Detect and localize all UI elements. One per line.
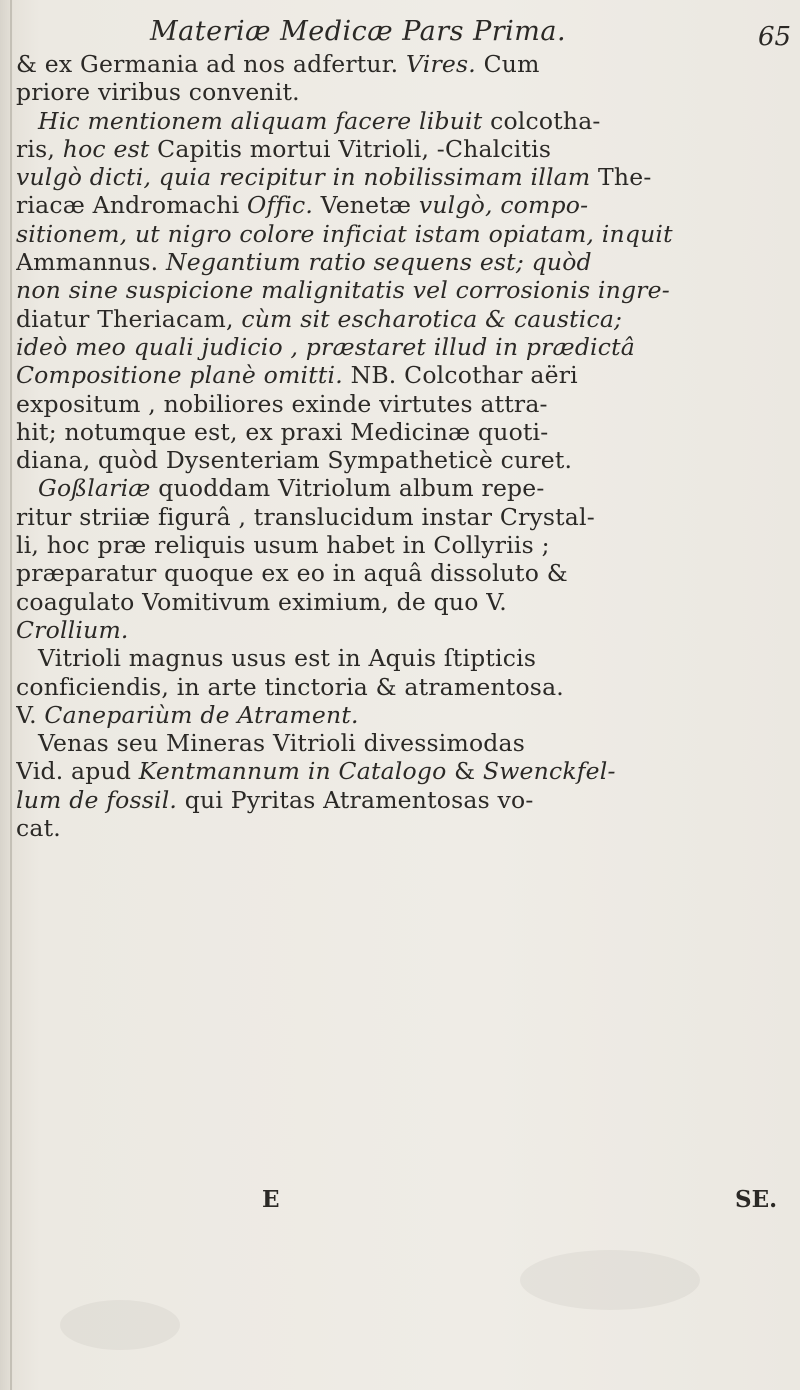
italic-run: vulgò dicti, quia recipitur in nobilissimam illam xyxy=(16,163,591,192)
roman-run: diana, quòd Dysenteriam Sympatheticè curet. xyxy=(16,446,573,475)
roman-run: colcotha- xyxy=(490,106,601,135)
catchword: SE. xyxy=(735,1186,778,1213)
text-line xyxy=(16,701,796,729)
italic-run: Goßlariæ xyxy=(38,474,151,503)
italic-run: non sine suspicione malignitatis vel corrosionis ingre- xyxy=(16,276,670,305)
roman-run: hit; notumque est, ex praxi Medicinæ quoti- xyxy=(16,417,549,446)
binding-gutter xyxy=(10,0,12,1390)
signature-mark: E xyxy=(262,1186,280,1213)
roman-run: Venetæ xyxy=(313,191,419,220)
text-line xyxy=(16,220,796,248)
text-line xyxy=(16,107,796,135)
paper-stain xyxy=(60,1300,180,1350)
italic-run: Crollium. xyxy=(16,615,129,644)
roman-run: V. xyxy=(16,700,45,729)
roman-run: The- xyxy=(590,163,652,192)
text-line xyxy=(16,531,796,559)
text-line xyxy=(16,474,796,502)
roman-run: ris, xyxy=(16,134,63,163)
text-line xyxy=(16,50,796,78)
italic-run: lum de fossil. xyxy=(16,785,178,814)
italic-run: hoc est xyxy=(62,134,150,163)
roman-run: Theriacam, xyxy=(97,304,242,333)
italic-run: Kentmannum in Catalogo xyxy=(138,757,447,786)
text-line xyxy=(16,390,796,418)
roman-run: cat. xyxy=(16,814,61,843)
roman-run: conficiendis, in arte tinctoria & atramentosa. xyxy=(16,672,564,701)
roman-run: diatur xyxy=(16,304,98,333)
text-line xyxy=(16,135,796,163)
text-line xyxy=(16,361,796,389)
text-line xyxy=(16,248,796,276)
page-footer xyxy=(0,1186,800,1226)
italic-run: cùm sit escharotica & caustica; xyxy=(241,304,623,333)
italic-run: sitionem, ut nigro colore inficiat istam opiatam, inquit xyxy=(16,219,673,248)
roman-run: qui Pyritas Atramentosas vo- xyxy=(177,785,534,814)
text-line xyxy=(16,616,796,644)
roman-run: Vid. apud xyxy=(16,757,139,786)
roman-run: priore viribus convenit. xyxy=(16,78,300,107)
italic-run: Swenckfel- xyxy=(482,757,616,786)
text-line xyxy=(16,786,796,814)
roman-run: ritur striiæ figurâ , translucidum instar Crystal- xyxy=(16,502,595,531)
italic-run: Canepariùm de Atrament. xyxy=(44,700,359,729)
roman-run: NB. Colcothar aëri xyxy=(342,361,578,390)
text-line xyxy=(16,305,796,333)
body-text xyxy=(16,50,796,842)
text-line xyxy=(16,588,796,616)
italic-run: Hic mentionem aliquam facere libuit xyxy=(38,106,491,135)
text-line xyxy=(16,333,796,361)
text-line xyxy=(16,503,796,531)
text-line xyxy=(16,163,796,191)
roman-run: præparatur quoque ex eo in aquâ dissoluto & xyxy=(16,559,568,588)
roman-run: quoddam Vitriolum album repe- xyxy=(150,474,545,503)
roman-run: Vitrioli magnus usus est in Aquis ſtipticis xyxy=(38,644,537,673)
italic-run: ideò meo quali judicio , præstaret illud in prædictâ xyxy=(16,332,635,361)
italic-run: vulgò, compo- xyxy=(418,191,589,220)
italic-run: Compositione planè omitti. xyxy=(16,361,343,390)
italic-run: Offic. xyxy=(247,191,314,220)
text-line xyxy=(16,78,796,106)
text-line xyxy=(16,729,796,757)
roman-run: Capitis mortui Vitrioli, -Chalcitis xyxy=(149,134,552,163)
text-line xyxy=(16,276,796,304)
paper-stain xyxy=(520,1250,700,1310)
text-line xyxy=(16,446,796,474)
roman-run: Cum xyxy=(475,50,540,78)
text-line xyxy=(16,559,796,587)
roman-run: riacæ Andromachi xyxy=(16,191,247,220)
page-number: 65 xyxy=(758,22,792,52)
text-line xyxy=(16,191,796,219)
text-line xyxy=(16,644,796,672)
text-line xyxy=(16,418,796,446)
roman-run: Venas seu Mineras Vitrioli divessimodas xyxy=(38,729,526,758)
text-line xyxy=(16,673,796,701)
running-head: Materiæ Medicæ Pars Prima. xyxy=(150,16,567,47)
roman-run: & ex Germania ad nos adfertur. xyxy=(16,50,406,78)
text-line xyxy=(16,757,796,785)
italic-run: Vires. xyxy=(405,50,476,78)
roman-run: expositum , nobiliores exinde virtutes attra- xyxy=(16,389,548,418)
roman-run: Ammannus. xyxy=(16,248,166,277)
italic-run: Negantium ratio sequens est; quòd xyxy=(165,248,592,277)
text-line xyxy=(16,814,796,842)
roman-run: coagulato Vomitivum eximium, de quo V. xyxy=(16,587,507,616)
roman-run: & xyxy=(446,757,483,786)
roman-run: li, hoc præ reliquis usum habet in Collyriis ; xyxy=(16,531,550,560)
